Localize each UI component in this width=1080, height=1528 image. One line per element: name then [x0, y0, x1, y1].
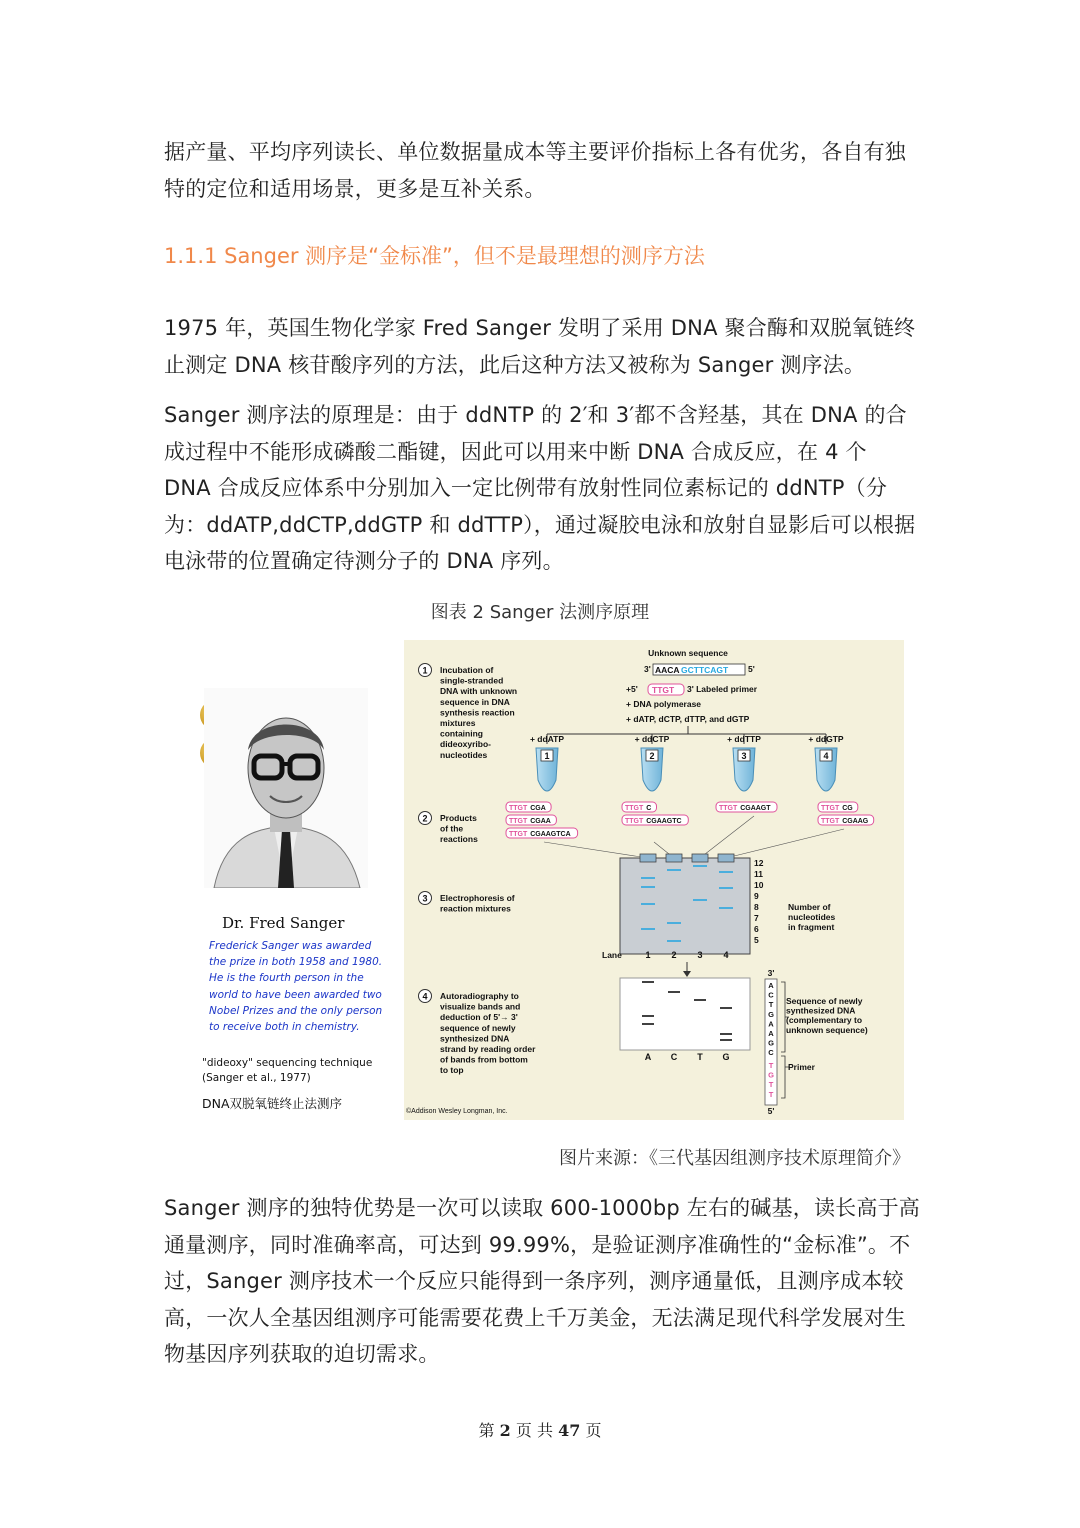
fragment-length-number: 11 [754, 869, 763, 879]
lane-label: Lane [602, 950, 622, 960]
portrait-photo [204, 688, 368, 888]
newly-synthesized-label: Sequence of newly [786, 996, 863, 1006]
step1-text: synthesis reaction [440, 707, 515, 718]
lane-number: 2 [671, 950, 677, 960]
base-label: C [670, 1052, 678, 1062]
product-primer: TTGT [509, 818, 528, 825]
step4-text: visualize bands and [440, 1001, 521, 1012]
footer-middle: 页 共 [515, 1421, 553, 1440]
product-primer: TTGT [509, 831, 528, 838]
read-base: C [768, 990, 774, 1000]
fragment-label: nucleotides [788, 912, 836, 922]
product-primer: TTGT [625, 805, 644, 812]
primer-label: 3' Labeled primer [687, 684, 758, 694]
read-3-prime: 3' [767, 968, 775, 978]
primer-prefix: +5' [626, 684, 638, 694]
read-5-prime: 5' [767, 1106, 775, 1116]
lane-number: 3 [697, 950, 703, 960]
step4-text: sequence of newly [440, 1022, 516, 1033]
tube-number: 2 [649, 751, 655, 761]
product-primer: TTGT [625, 818, 644, 825]
template-5-prime: 5' [748, 664, 755, 674]
unknown-sequence-label: Unknown sequence [648, 648, 728, 658]
read-base: C [768, 1048, 774, 1058]
product-primer: TTGT [509, 805, 528, 812]
step2-text: of the [440, 823, 464, 834]
method-label-cn: DNA双脱氧链终止法测序 [202, 1096, 343, 1111]
step4-text: strand by reading order [440, 1044, 536, 1054]
history-paragraph: 1975 年，英国生物化学家 Fred Sanger 发明了采用 DNA 聚合酶和双脱氧链终止测定 DNA 核苷酸序列的方法，此后这种方法又被称为 Sanger 测序法。 [164, 316, 916, 377]
fragment-length-number: 12 [754, 858, 764, 868]
step1-text: containing [440, 728, 483, 739]
read-base: T [768, 1000, 774, 1010]
fragment-label: in fragment [788, 922, 835, 932]
read-base: A [768, 1029, 774, 1038]
dntp-label: + dATP, dCTP, dTTP, and dGTP [626, 714, 750, 724]
product-primer: TTGT [821, 805, 840, 812]
primer-base: G [768, 1070, 774, 1080]
product-extension: CGAAG [842, 818, 869, 825]
primer-bracket-label: Primer [788, 1062, 815, 1072]
tube-label: + ddGTP [808, 734, 844, 744]
read-base: A [768, 981, 774, 990]
connector-line [726, 829, 844, 858]
section-heading: 1.1.1 Sanger 测序是“金标准”，但不是最理想的测序方法 [164, 244, 705, 268]
advantage-paragraph: Sanger 测序的独特优势是一次可以读取 600-1000bp 左右的碱基，读长高于高通量测序，同时准确率高，可达到 99.99%，是验证测序准确性的“金标准”。不过，Sanger 测序技术一个反应只能得到一条序列，测序通量低，且测序成本较高，一次人全基因组测序可能需要花费上千万美金，无法满足现代科学发展对生物基因序列获取的迫切需求。 [164, 1196, 920, 1366]
step-number: 4 [422, 991, 428, 1002]
read-base: G [768, 1038, 774, 1048]
step4-text: of bands from bottom [440, 1054, 528, 1065]
tube-number: 3 [741, 751, 747, 761]
step3-text: Electrophoresis of [440, 893, 515, 903]
primer-base: T [768, 1061, 774, 1070]
tube-number: 1 [544, 751, 550, 761]
intro-paragraph: 据产量、平均序列读长、单位数据量成本等主要评价指标上各有优劣，各自有独特的定位和适用场景，更多是互补关系。 [164, 140, 906, 201]
fragment-length-number: 10 [754, 880, 764, 890]
polymerase-label: + DNA polymerase [626, 699, 702, 709]
fragment-length-number: 8 [754, 902, 759, 912]
product-extension: C [646, 805, 652, 812]
fragment-length-number: 6 [754, 924, 759, 934]
newly-synthesized-label: (complementary to [786, 1015, 863, 1026]
fragment-length-number: 5 [754, 935, 759, 945]
read-base: G [768, 1009, 774, 1019]
step-number: 2 [422, 813, 428, 824]
gel-well [666, 854, 682, 862]
fragment-length-number: 9 [754, 891, 759, 901]
step3-text: reaction mixtures [440, 903, 511, 914]
primer-base: T [768, 1080, 774, 1090]
step1-text: nucleotides [440, 749, 488, 760]
step2-text: Products [440, 813, 477, 823]
step1-text: single-stranded [440, 675, 504, 686]
newly-synthesized-label: synthesized DNA [786, 1005, 856, 1016]
tube-label: + ddTTP [727, 734, 761, 744]
copyright-label: ©Addison Wesley Longman, Inc. [406, 1108, 508, 1115]
principle-paragraph: Sanger 测序法的原理是：由于 ddNTP 的 2′和 3′都不含羟基，其在 DNA 的合成过程中不能形成磷酸二酯键，因此可以用来中断 DNA 合成反应，在 4 个 DNA 合成反应体系中分别加入一定比例带有放射性同位素标记的 ddNTP（分为：ddATP,ddCTP,ddGTP 和 ddTTP），通过凝胶电泳和放射自显影后可以根据电泳带的位置确定待测分子的 DNA 序列。 [164, 403, 916, 573]
page-footer [0, 1418, 1080, 1441]
template-seq-known: AACA [655, 665, 680, 675]
tube-number: 4 [823, 751, 829, 761]
newly-synthesized-label: unknown sequence) [786, 1024, 868, 1035]
base-label: G [722, 1052, 730, 1062]
scientist-name: Dr. Fred Sanger [222, 914, 345, 932]
gel-well [692, 854, 708, 862]
product-primer: TTGT [821, 818, 840, 825]
primer-seq: TTGT [652, 685, 675, 695]
step1-text: dideoxyribo- [440, 739, 492, 750]
current-page-number: 2 [499, 1421, 511, 1440]
product-extension: CGAA [530, 818, 551, 825]
sanger-figure [176, 640, 904, 1120]
sanger-diagram-panel [404, 640, 904, 1120]
step-number: 1 [422, 665, 428, 676]
read-base: A [768, 1019, 774, 1029]
step4-text: Autoradiography to [440, 991, 519, 1001]
scientist-description: Frederick Sanger was awarded the prize in both 1958 and 1980. He is the fourth person in the world to have been awarded two Nobel Prizes and the only person to receive both in chemistry. [209, 940, 383, 1034]
lane-number: 1 [645, 950, 651, 960]
step4-text: to top [440, 1065, 464, 1076]
tube-label: + ddCTP [634, 734, 670, 744]
total-page-number: 47 [558, 1421, 581, 1440]
primer-base: T [768, 1089, 774, 1099]
tube-label: + ddATP [529, 734, 565, 744]
sanger-diagram [404, 640, 904, 1120]
gel-well [718, 854, 734, 862]
base-label: T [697, 1052, 703, 1062]
step1-text: DNA with unknown [440, 686, 518, 697]
technique-label: "dideoxy" sequencing technique (Sanger et al., 1977) [202, 1057, 373, 1084]
figure-caption: 图表 2 Sanger 法测序原理 [430, 602, 650, 623]
footer-suffix: 页 [585, 1421, 602, 1440]
footer-prefix: 第 [478, 1421, 495, 1440]
connector-line [544, 842, 648, 858]
product-extension: CGA [530, 805, 546, 812]
figure-source: 图片来源：《三代基因组测序技术原理简介》 [559, 1148, 910, 1169]
sanger-portrait-panel [176, 640, 404, 1120]
template-3-prime: 3' [644, 664, 651, 674]
fragment-label: Number of [788, 902, 831, 912]
step-number: 3 [422, 893, 428, 904]
step2-text: reactions [440, 834, 478, 845]
step1-text: mixtures [440, 718, 476, 728]
step4-text: synthesized DNA [440, 1033, 510, 1044]
gel-well [640, 854, 656, 862]
step1-text: sequence in DNA [440, 696, 510, 707]
fragment-length-number: 7 [754, 913, 759, 923]
connector-line [700, 816, 754, 858]
product-extension: CGAAGT [740, 805, 771, 812]
product-primer: TTGT [719, 805, 738, 812]
template-seq-unknown: GCTTCAGT [681, 665, 729, 675]
product-extension: CG [842, 805, 853, 812]
lane-number: 4 [723, 950, 729, 960]
product-extension: CGAAGTC [646, 818, 682, 825]
step4-text: deduction of 5'→ 3' [440, 1012, 518, 1023]
product-extension: CGAAGTCA [530, 831, 571, 838]
base-label: A [644, 1052, 652, 1062]
step1-text: Incubation of [440, 665, 494, 675]
